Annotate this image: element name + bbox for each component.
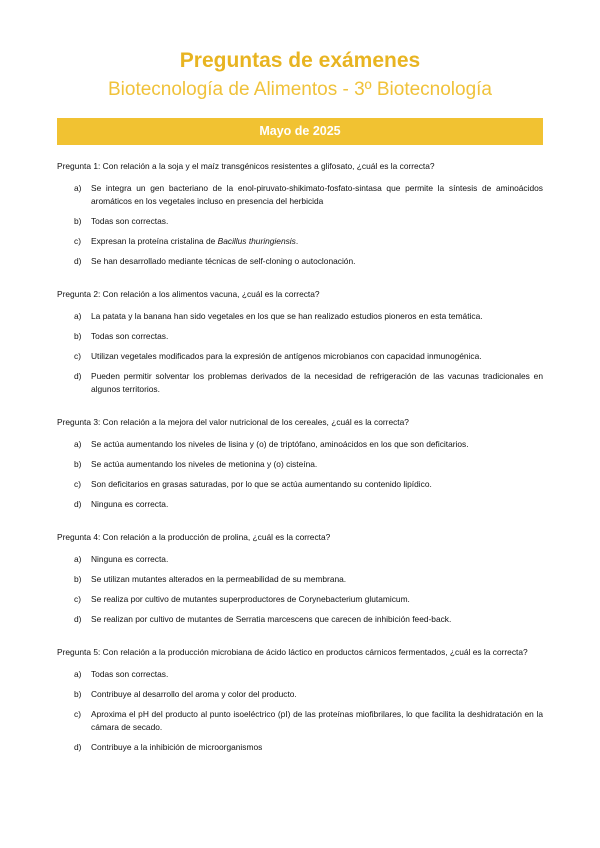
- option-a: a) Ninguna es correcta.: [74, 554, 169, 564]
- option-c: c) Utilizan vegetales modificados para la expresión de antígenos microbianos con capacidad inmunogénica.: [74, 351, 482, 361]
- option-a: a) Se integra un gen bacteriano de la enol-piruvato-shikimato-fosfato-sintasa que permite la síntesis de aminoácidos aromáticos en los vegetales incluso en presencia del herbicida: [74, 183, 543, 206]
- page-title: Preguntas de exámenes: [179, 49, 421, 72]
- option-c: c) Se realiza por cultivo de mutantes superproductores de Corynebacterium glutamicum.: [74, 594, 410, 604]
- option-b: b) Contribuye al desarrollo del aroma y color del producto.: [74, 689, 297, 699]
- questions-list: [57, 160, 543, 774]
- option-b: b) Todas son correctas.: [74, 216, 169, 226]
- option-a: a) Se actúa aumentando los niveles de lisina y (o) de triptófano, aminoácidos en los que son deficitarios.: [74, 439, 469, 449]
- option-d: d) Se realizan por cultivo de mutantes de Serratia marcescens que carecen de inhibición feed-back.: [74, 614, 452, 624]
- question-text: Pregunta 2: Con relación a los alimentos vacuna, ¿cuál es la correcta?: [57, 289, 320, 299]
- question-4: [57, 531, 543, 626]
- question-text: Pregunta 3: Con relación a la mejora del valor nutricional de los cereales, ¿cuál es la correcta?: [57, 417, 409, 427]
- option-b: b) Se utilizan mutantes alterados en la permeabilidad de su membrana.: [74, 574, 347, 584]
- option-d: d) Pueden permitir solventar los problemas derivados de la necesidad de refrigeración de las vacunas tradicionales en algunos territorios.: [74, 371, 543, 394]
- option-d: d) Contribuye a la inhibición de microorganismos: [74, 742, 263, 752]
- question-5: [57, 646, 543, 754]
- option-b: b) Se actúa aumentando los niveles de metionina y (o) cisteína.: [74, 459, 318, 469]
- question-text: Pregunta 1: Con relación a la soja y el maíz transgénicos resistentes a glifosato, ¿cuál es la correcta?: [57, 161, 435, 171]
- option-c: c) Aproxima el pH del producto al punto isoeléctrico (pI) de las proteínas miofibrilares, lo que facilita la deshidratación en la cámara de secado.: [74, 709, 543, 732]
- option-c: c) Son deficitarios en grasas saturadas, por lo que se actúa aumentando su contenido lipídico.: [74, 479, 432, 489]
- option-c: c) Expresan la proteína cristalina de Bacillus thuringiensis.: [74, 236, 299, 246]
- question-3: [57, 416, 543, 511]
- question-text: Pregunta 5: Con relación a la producción microbiana de ácido láctico en productos cárnicos fermentados, ¿cuál es la correcta?: [57, 647, 528, 657]
- question-2: [57, 288, 543, 396]
- option-d: d) Se han desarrollado mediante técnicas de self-cloning o autoclonación.: [74, 256, 356, 266]
- option-a: a) Todas son correctas.: [74, 669, 169, 679]
- date-banner: Mayo de 2025: [57, 118, 543, 145]
- option-a: a) La patata y la banana han sido vegetales en los que se han realizado estudios pioneros en esta temática.: [74, 311, 483, 321]
- option-d: d) Ninguna es correcta.: [74, 499, 169, 509]
- page-subtitle: Biotecnología de Alimentos - 3º Biotecnología: [107, 79, 493, 100]
- question-1: [57, 160, 543, 268]
- question-text: Pregunta 4: Con relación a la producción de prolina, ¿cuál es la correcta?: [57, 532, 331, 542]
- option-b: b) Todas son correctas.: [74, 331, 169, 341]
